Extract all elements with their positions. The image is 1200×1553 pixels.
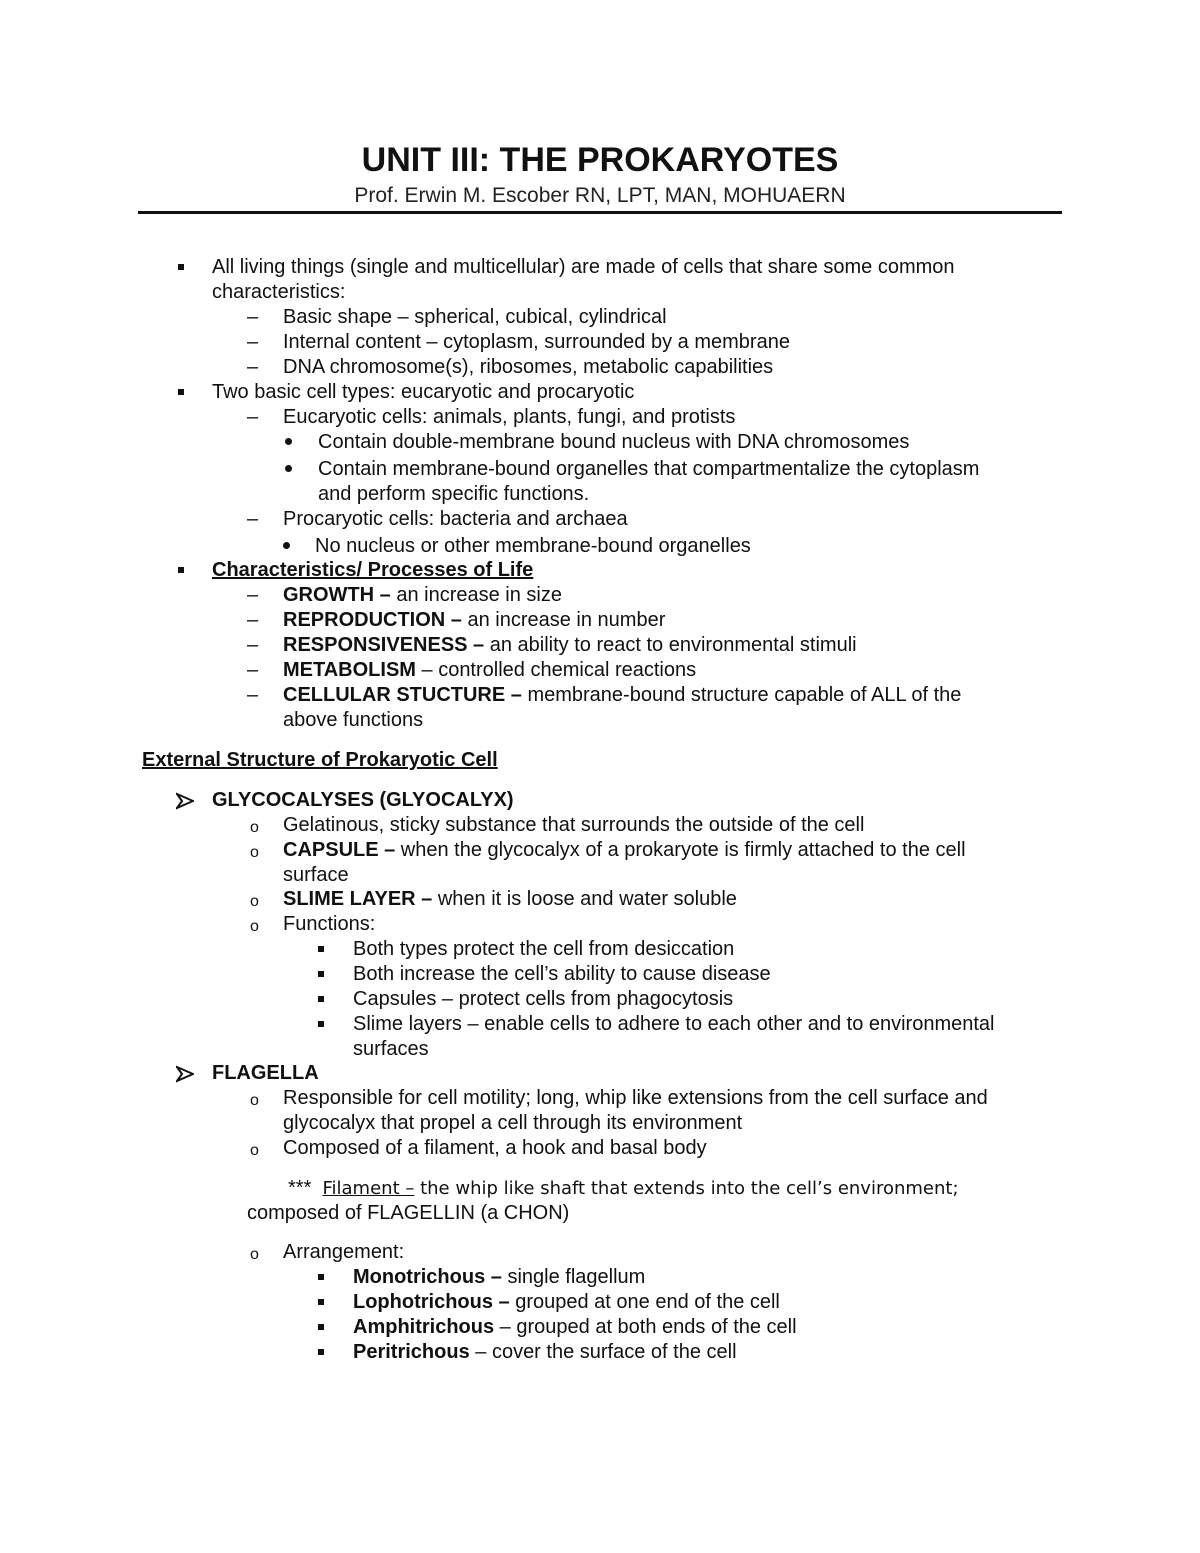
arrow-bullet-icon <box>176 792 194 810</box>
dash-icon: – <box>247 684 259 706</box>
round-bullet-icon <box>285 438 292 445</box>
square-bullet-icon <box>318 1274 324 1280</box>
life-process-item <box>283 633 857 658</box>
square-bullet-icon <box>318 996 324 1002</box>
term: GROWTH – <box>283 584 391 606</box>
life-process-item <box>283 608 665 633</box>
arrangement-item <box>353 1265 645 1290</box>
term: REPRODUCTION – <box>283 609 462 631</box>
dash-icon: – <box>247 634 259 656</box>
square-bullet-icon <box>318 1021 324 1027</box>
arrangement-item <box>353 1290 780 1315</box>
arrow-bullet-icon <box>176 1065 194 1083</box>
topic-item: Gelatinous, sticky substance that surrounds the outside of the cell <box>283 814 865 836</box>
circle-bullet-icon: o <box>250 1092 259 1109</box>
dash-icon: – <box>247 584 259 606</box>
definition: an increase in size <box>390 584 562 606</box>
page-title: UNIT III: THE PROKARYOTES <box>361 141 839 179</box>
dash-icon: – <box>247 609 259 631</box>
life-process-item <box>283 683 961 708</box>
term: SLIME LAYER – <box>283 888 433 910</box>
dash-icon: – <box>247 508 259 530</box>
definition: when the glycocalyx of a prokaryote is firmly attached to the cell <box>395 839 966 861</box>
square-bullet-icon <box>318 1349 324 1355</box>
note-marker: *** <box>288 1177 312 1199</box>
definition: an ability to react to environmental stimuli <box>484 634 857 656</box>
round-bullet-icon <box>283 542 290 549</box>
dash-icon: – <box>247 306 259 328</box>
term: METABOLISM <box>283 659 416 681</box>
filament-note <box>288 1176 959 1201</box>
sub-item: DNA chromosome(s), ribosomes, metabolic capabilities <box>283 356 774 378</box>
function-item: Slime layers – enable cells to adhere to each other and to environmental <box>353 1013 995 1035</box>
topic-heading: GLYCOCALYSES (GLYOCALYX) <box>212 789 514 811</box>
square-bullet-icon <box>318 971 324 977</box>
definition: when it is loose and water soluble <box>432 888 737 910</box>
definition: single flagellum <box>501 1266 646 1288</box>
topic-item-cont: surface <box>283 864 349 886</box>
definition: grouped at one end of the cell <box>509 1291 780 1313</box>
bullet-text: Two basic cell types: eucaryotic and procaryotic <box>212 381 635 403</box>
circle-bullet-icon: o <box>250 918 259 935</box>
sub-sub-item: Contain membrane-bound organelles that compartmentalize the cytoplasm <box>318 458 980 480</box>
life-process-item <box>283 583 562 608</box>
topic-item <box>283 887 737 912</box>
square-bullet-icon <box>318 1299 324 1305</box>
section-subheading: Characteristics/ Processes of Life <box>212 559 534 581</box>
function-item: Both increase the cell’s ability to cause disease <box>353 963 771 985</box>
bullet-text-cont: characteristics: <box>212 281 346 303</box>
definition: – controlled chemical reactions <box>415 659 697 681</box>
topic-item: Composed of a filament, a hook and basal body <box>283 1137 707 1159</box>
term: Amphitrichous <box>353 1316 495 1338</box>
sub-sub-item-cont: and perform specific functions. <box>318 483 590 505</box>
topic-item: Responsible for cell motility; long, whip like extensions from the cell surface and <box>283 1087 988 1109</box>
square-bullet-icon <box>318 946 324 952</box>
term: RESPONSIVENESS – <box>283 634 485 656</box>
dash-icon: – <box>247 331 259 353</box>
definition: an increase in number <box>461 609 666 631</box>
circle-bullet-icon: o <box>250 844 259 861</box>
sub-sub-item: No nucleus or other membrane-bound organelles <box>315 535 751 557</box>
topic-item-cont: glycocalyx that propel a cell through its environment <box>283 1112 743 1134</box>
sub-sub-item: Contain double-membrane bound nucleus with DNA chromosomes <box>318 431 910 453</box>
circle-bullet-icon: o <box>250 893 259 910</box>
term: Lophotrichous – <box>353 1291 510 1313</box>
term: Monotrichous – <box>353 1266 502 1288</box>
topic-item: Functions: <box>283 913 376 935</box>
term: Filament – <box>322 1178 415 1199</box>
topic-item <box>283 838 966 863</box>
dash-icon: – <box>247 406 259 428</box>
dash-icon: – <box>247 356 259 378</box>
arrangement-item <box>353 1315 797 1340</box>
square-bullet-icon <box>178 264 184 270</box>
function-item-cont: surfaces <box>353 1038 429 1060</box>
sub-item: Internal content – cytoplasm, surrounded by a membrane <box>283 331 790 353</box>
definition: – grouped at both ends of the cell <box>494 1316 797 1338</box>
sub-item: Procaryotic cells: bacteria and archaea <box>283 508 628 530</box>
definition: – cover the surface of the cell <box>469 1341 737 1363</box>
circle-bullet-icon: o <box>250 1142 259 1159</box>
round-bullet-icon <box>285 465 292 472</box>
function-item: Both types protect the cell from desiccation <box>353 938 735 960</box>
topic-heading: FLAGELLA <box>212 1062 319 1084</box>
definition: membrane-bound structure capable of ALL of the <box>521 684 962 706</box>
dash-icon: – <box>247 659 259 681</box>
filament-note-cont: composed of FLAGELLIN (a CHON) <box>247 1202 570 1224</box>
term: CAPSULE – <box>283 839 396 861</box>
definition: the whip like shaft that extends into the cell’s environment; <box>414 1178 959 1199</box>
square-bullet-icon <box>178 567 184 573</box>
bullet-text: All living things (single and multicellular) are made of cells that share some common <box>212 256 955 278</box>
life-process-item <box>283 658 696 683</box>
arrangement-item <box>353 1340 737 1365</box>
circle-bullet-icon: o <box>250 819 259 836</box>
function-item: Capsules – protect cells from phagocytosis <box>353 988 734 1010</box>
header-divider <box>138 211 1062 214</box>
square-bullet-icon <box>318 1324 324 1330</box>
circle-bullet-icon: o <box>250 1246 259 1263</box>
author-line: Prof. Erwin M. Escober RN, LPT, MAN, MOHUAERN <box>354 184 846 207</box>
term: Peritrichous <box>353 1341 470 1363</box>
sub-item: Basic shape – spherical, cubical, cylindrical <box>283 306 667 328</box>
life-process-item-cont: above functions <box>283 709 424 731</box>
sub-item: Eucaryotic cells: animals, plants, fungi, and protists <box>283 406 736 428</box>
term: CELLULAR STUCTURE – <box>283 684 522 706</box>
section-heading: External Structure of Prokaryotic Cell <box>142 749 498 771</box>
topic-item: Arrangement: <box>283 1241 405 1263</box>
square-bullet-icon <box>178 389 184 395</box>
